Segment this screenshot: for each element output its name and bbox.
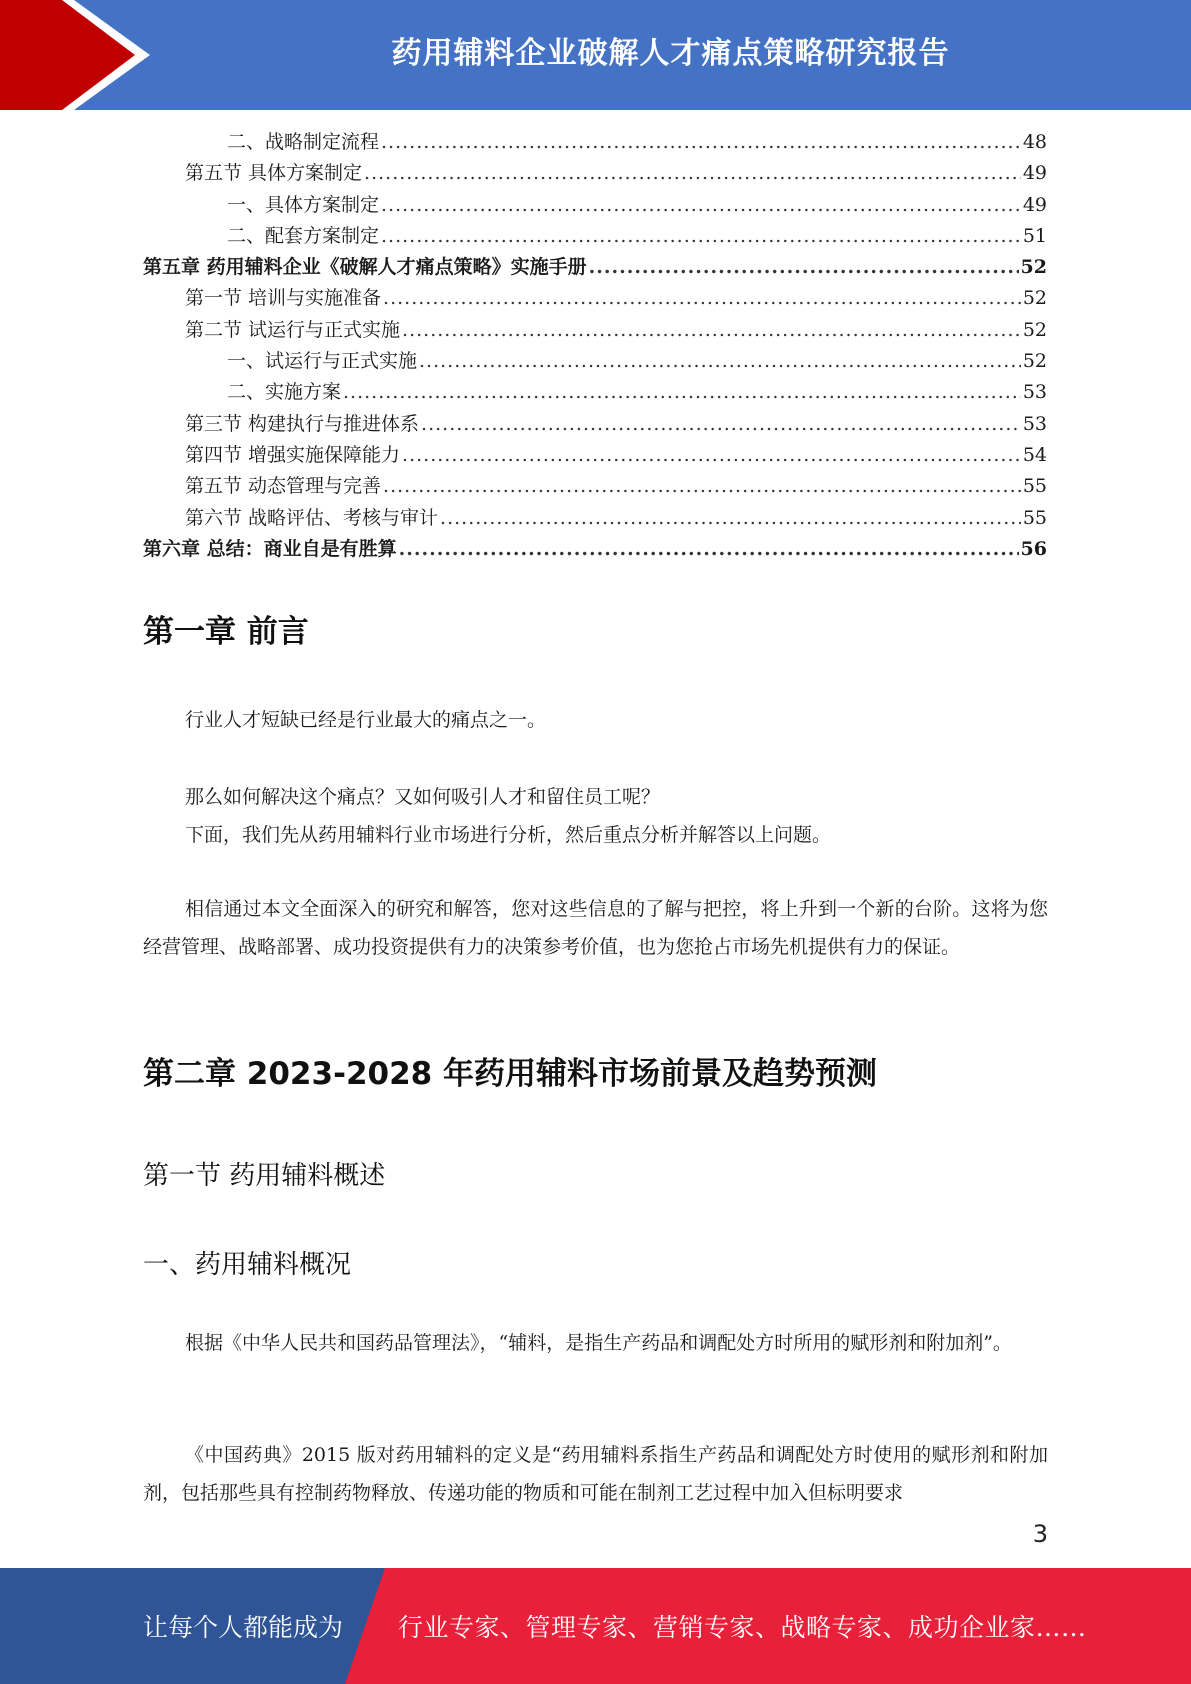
toc-leader-dots [402,440,1021,471]
toc-entry-title: 第五章 药用辅料企业《破解人才痛点策略》实施手册 [143,256,587,279]
toc-entry-page: 49 [1022,162,1047,185]
toc-entry-title: 第六节 战略评估、考核与审计 [185,506,439,529]
toc-entry-title: 一、试运行与正式实施 [227,350,418,373]
toc-entry[interactable] [143,409,1047,440]
toc-leader-dots [440,503,1021,534]
toc-entry-title: 第二节 试运行与正式实施 [185,318,401,341]
page-header [0,0,1191,110]
section-heading: 第一节 药用辅料概述 [143,1161,386,1191]
footer-slogan-right: 行业专家、管理专家、营销专家、战略专家、成功企业家…… [398,1613,1087,1642]
page-footer [0,1568,1191,1684]
toc-entry-title: 第五节 动态管理与完善 [185,475,382,498]
toc-entry-page: 56 [1020,537,1047,560]
paragraph: 那么如何解决这个痛点？又如何吸引人才和留住员工呢？ [185,786,661,808]
toc-entry-page: 48 [1022,131,1047,153]
toc-entry-page: 51 [1022,224,1047,247]
toc-entry-page: 54 [1022,443,1047,466]
toc-entry[interactable] [143,221,1047,252]
toc-entry-title: 二、实施方案 [227,381,342,404]
toc-leader-dots [589,252,1019,283]
toc-leader-dots [399,534,1019,565]
toc-entry-page: 52 [1020,256,1047,279]
toc-leader-dots [343,377,1021,408]
page-number: 3 [1032,1520,1048,1548]
toc-entry[interactable] [143,127,1047,158]
toc-entry[interactable] [143,377,1047,408]
toc-entry[interactable] [143,252,1047,283]
toc-leader-dots [419,346,1021,377]
chapter-2-heading: 第二章 2023-2028 年药用辅料市场前景及趋势预测 [143,1056,878,1092]
report-title: 药用辅料企业破解人才痛点策略研究报告 [391,36,950,71]
toc-entry-page: 52 [1022,350,1047,373]
toc-leader-dots [402,315,1021,346]
toc-entry[interactable] [143,283,1047,314]
toc-leader-dots [381,221,1021,252]
toc-entry[interactable] [143,190,1047,221]
paragraph: 下面，我们先从药用辅料行业市场进行分析，然后重点分析并解答以上问题。 [185,824,832,846]
paragraph: 相信通过本文全面深入的研究和解答，您对这些信息的了解与把控，将上升到一个新的台阶。这将为您经营管理、战略部署、成功投资提供有力的决策参考价值，也为您抢占市场先机提供有力的保证。 [143,898,1048,958]
paragraph: 行业人才短缺已经是行业最大的痛点之一。 [185,709,547,731]
toc-entry-page: 53 [1022,412,1047,435]
toc-entry-page: 49 [1022,193,1047,216]
toc-entry-title: 第五节 具体方案制定 [185,162,363,185]
toc-entry-page: 55 [1022,506,1047,529]
toc-leader-dots [421,409,1021,440]
toc-entry-title: 二、战略制定流程 [227,131,380,153]
chapter-1-heading: 第一章 前言 [143,614,309,650]
toc-leader-dots [383,283,1021,314]
toc-entry-title: 第三节 构建执行与推进体系 [185,412,420,435]
toc-entry[interactable] [143,346,1047,377]
toc-entry-title: 第四节 增强实施保障能力 [185,443,401,466]
toc-entry-title: 第一节 培训与实施准备 [185,287,382,310]
toc-entry[interactable] [143,471,1047,502]
toc-entry-title: 第六章 总结：商业自是有胜算 [143,537,397,560]
toc-entry[interactable] [143,503,1047,534]
toc-entry-page: 52 [1022,287,1047,310]
paragraph: 根据《中华人民共和国药品管理法》，“辅料，是指生产药品和调配处方时所用的赋形剂和附加剂”。 [185,1332,1012,1354]
toc-leader-dots [381,127,1021,158]
toc-entry-title: 一、具体方案制定 [227,193,380,216]
footer-slogan-left: 让每个人都能成为 [143,1613,344,1642]
paragraph: 《中国药典》2015 版对药用辅料的定义是“药用辅料系指生产药品和调配处方时使用的赋形剂和附加剂，包括那些具有控制药物释放、传递功能的物质和可能在制剂工艺过程中加入但标明要求 [143,1444,1048,1504]
toc-entry[interactable] [143,534,1047,565]
toc-leader-dots [381,190,1021,221]
toc-leader-dots [364,158,1021,189]
toc-entry[interactable] [143,440,1047,471]
toc-entry-title: 二、配套方案制定 [227,224,380,247]
toc-leader-dots [383,471,1021,502]
toc-entry[interactable] [143,315,1047,346]
subsection-heading: 一、药用辅料概况 [143,1250,352,1280]
toc-entry-page: 52 [1022,318,1047,341]
toc-entry-page: 53 [1022,381,1047,404]
toc-entry-page: 55 [1022,475,1047,498]
table-of-contents [143,127,1047,565]
toc-entry[interactable] [143,158,1047,189]
